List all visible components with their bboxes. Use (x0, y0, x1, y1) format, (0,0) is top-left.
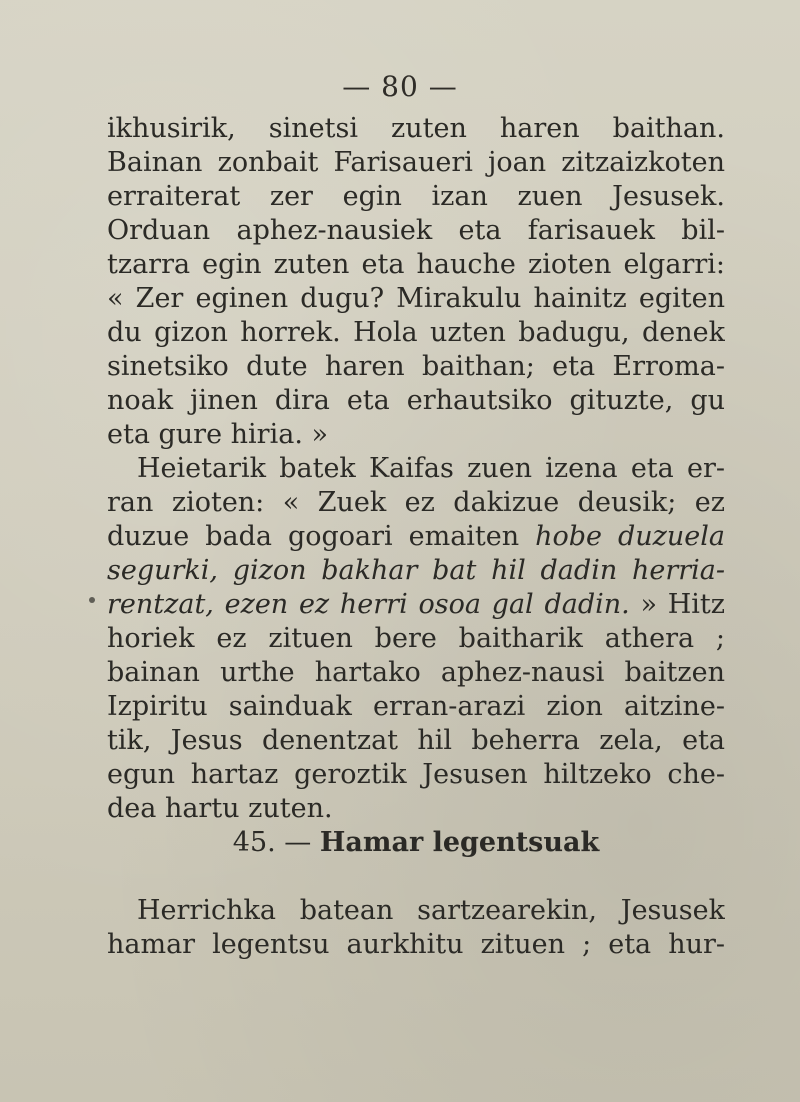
text-line: Herrichka batean sartzearekin, Jesusek (137, 895, 725, 926)
text-line: hamar legentsu aurkhitu zituen ; eta hur- (107, 929, 725, 960)
margin-mark (89, 597, 95, 603)
italic-segment: rentzat, ezen ez herri osoa gal dadin. (107, 589, 630, 620)
text-line: horiek ez zituen bere baitharik athera ; (107, 623, 725, 654)
text-line: ran zioten: « Zuek ez dakizue deusik; ez (107, 487, 725, 518)
text-line: Bainan zonbait Farisaueri joan zitzaizkoten (107, 147, 725, 178)
text-line: Orduan aphez-nausiek eta farisauek bil- (107, 215, 725, 246)
body-text (107, 112, 725, 962)
text-line-mixed (107, 520, 725, 554)
text-line: du gizon horrek. Hola uzten badugu, denek (107, 317, 725, 348)
text-line: tzarra egin zuten eta hauche zioten elgarri: (107, 249, 725, 280)
section-number: 45. — (232, 827, 312, 858)
text-line: « Zer eginen dugu? Mirakulu hainitz egiten (107, 283, 725, 314)
text-line-mixed (107, 588, 725, 622)
text-segment: » Hitz (640, 589, 725, 620)
text-line: dea hartu zuten. (107, 793, 333, 824)
text-line: Heietarik batek Kaifas zuen izena eta er- (137, 453, 725, 484)
section-title: Hamar legentsuak (319, 827, 600, 858)
text-line: ikhusirik, sinetsi zuten haren baithan. (107, 113, 725, 144)
page-number: — 80 — (342, 70, 458, 103)
text-line: tik, Jesus denentzat hil beherra zela, eta (107, 725, 725, 756)
italic-segment: hobe duzuela (535, 521, 725, 552)
text-line-italic: segurki, gizon bakhar bat hil dadin herria- (107, 555, 725, 586)
text-line: erraiterat zer egin izan zuen Jesusek. (107, 181, 725, 212)
text-segment: duzue bada gogoari emaiten (107, 521, 520, 552)
section-heading (107, 826, 725, 860)
text-line: egun hartaz geroztik Jesusen hiltzeko che- (107, 759, 725, 790)
text-line: eta gure hiria. » (107, 419, 328, 450)
text-line: noak jinen dira eta erhautsiko gituzte, gu (107, 385, 725, 416)
text-line: Izpiritu sainduak erran-arazi zion aitzine- (107, 691, 725, 722)
text-line: sinetsiko dute haren baithan; eta Erroma- (107, 351, 725, 382)
text-line: bainan urthe hartako aphez-nausi baitzen (107, 657, 725, 688)
